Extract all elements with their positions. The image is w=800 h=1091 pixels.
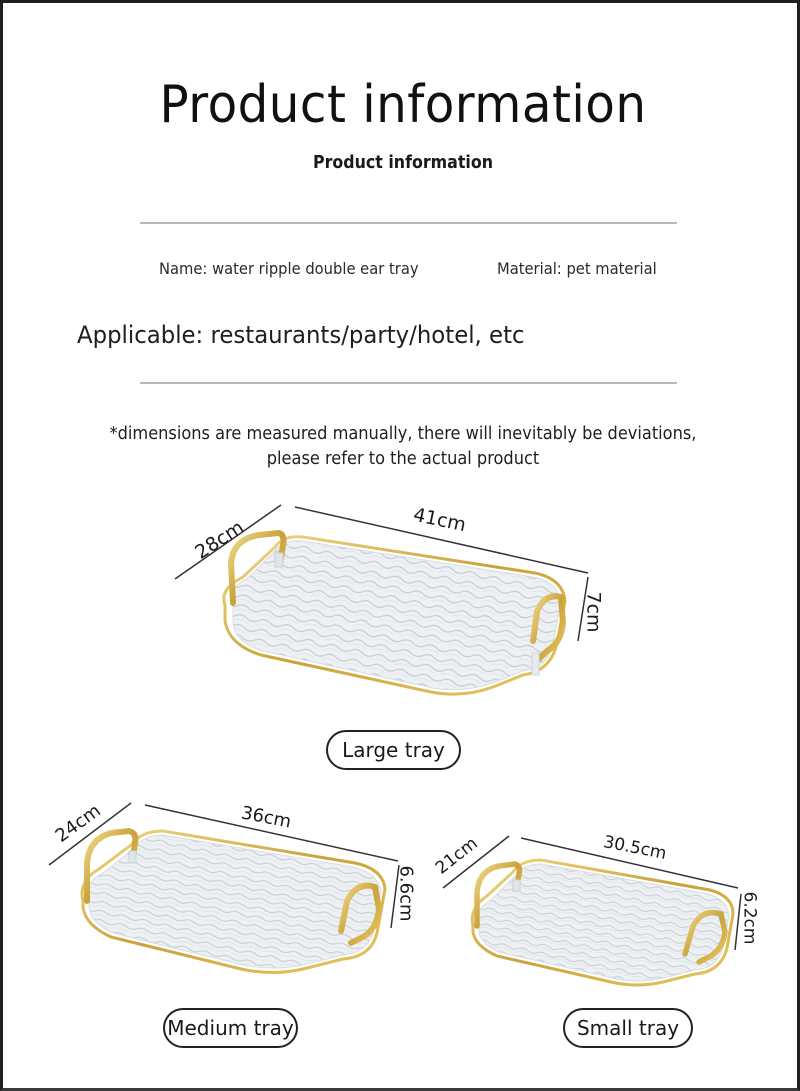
medium-tray-figure [33, 783, 433, 983]
large-tray-figure [163, 493, 623, 713]
disclaimer-line-2: please refer to the actual product [266, 448, 540, 469]
large-width-label: 28cm [191, 516, 248, 564]
large-height-label: 7cm [582, 591, 605, 633]
page-subtitle: Product information [312, 152, 494, 173]
small-width-label: 21cm [431, 833, 482, 879]
divider-top [140, 222, 677, 224]
small-tray-badge: Small tray [563, 1008, 693, 1048]
divider-bottom [140, 382, 677, 384]
page-title: Product information [159, 75, 647, 135]
medium-width-label: 24cm [51, 800, 105, 847]
medium-tray-badge: Medium tray [163, 1008, 298, 1048]
small-tray-figure [423, 818, 793, 993]
spec-applicable: Applicable: restaurants/party/hotel, etc [77, 321, 525, 349]
disclaimer-line-1: *dimensions are measured manually, there will inevitably be deviations, [109, 423, 697, 444]
spec-material: Material: pet material [497, 259, 657, 278]
small-length-label: 30.5cm [601, 832, 669, 864]
medium-height-label: 6.6cm [395, 865, 417, 922]
medium-length-label: 36cm [239, 802, 293, 833]
large-length-label: 41cm [411, 503, 468, 537]
small-height-label: 6.2cm [739, 891, 760, 945]
spec-name: Name: water ripple double ear tray [159, 259, 419, 278]
large-tray-badge: Large tray [326, 730, 461, 770]
